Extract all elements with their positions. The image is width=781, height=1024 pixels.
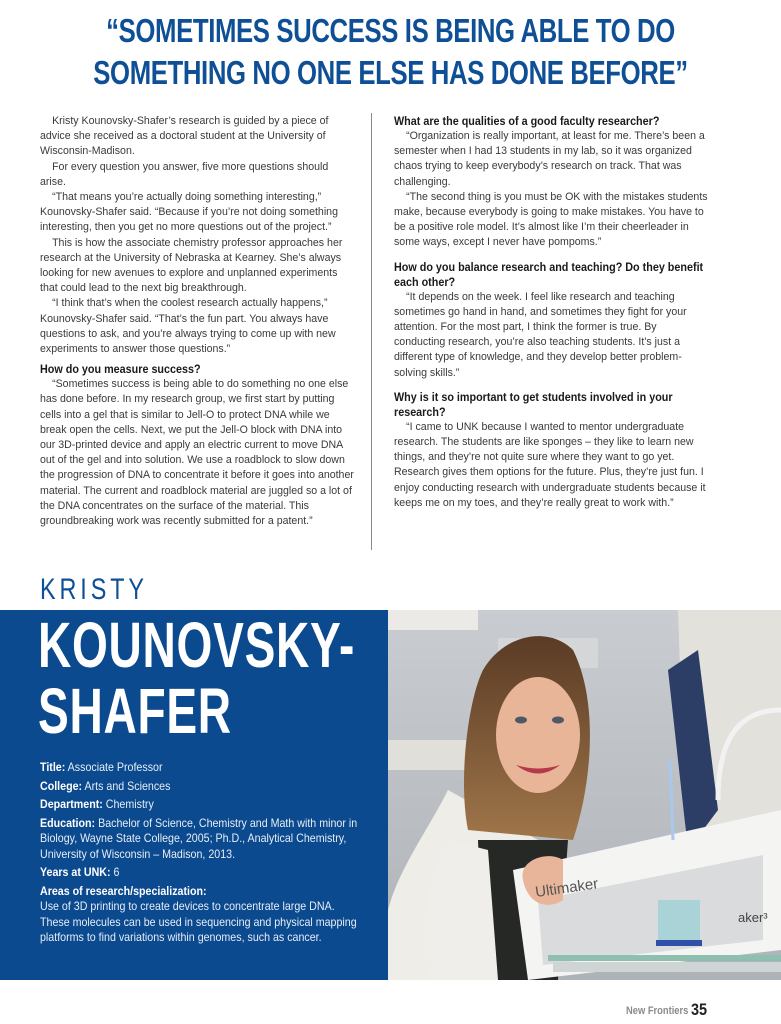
article-paragraph: “Sometimes success is being able to do something no one else has done before. In my research group, we first start by putting cells into a gel that is similar to Jell-O to protect DNA while we break open the cells. Next, we put the Jell-O block with DNA into our 3D-printed device and apply an electric current to move DNA out of the gel and into solution. We use a roadblock to slow down the progression of DNA to concentrate it before it goes into another material. The current and roadblock material are juggled so a lot of the DNA concentrates on the surface of the material. This groundbreaking work was recently submitted for a patent.” bbox=[40, 378, 354, 528]
profile-fact-row bbox=[40, 816, 360, 863]
profile-fact-row bbox=[40, 779, 360, 795]
article-column-right bbox=[394, 114, 710, 511]
profile-fact-row bbox=[40, 865, 360, 881]
profile-first-name: KRISTY bbox=[40, 573, 148, 606]
article-paragraph: This is how the associate chemistry professor approaches her research at the University of Nebraska at Kearney. She’s always looking for new avenues to explore and unplanned experiments that could lead to the next big breakthrough. bbox=[40, 236, 343, 295]
printer-brand-label: Ultimaker bbox=[534, 875, 600, 901]
article-paragraph: “It depends on the week. I feel like research and teaching sometimes go hand in hand, and sometimes they fight for your attention. For the most part, I think the former is true. By conducting research, you’re also teaching students. It’s just a different type of knowledge, and they develop better problem-solving skills.” bbox=[394, 290, 687, 379]
fact-value: Use of 3D printing to create devices to concentrate large DNA. These molecules can be used in sequencing and physical mapping platforms to find variations within genomes, such as cancer. bbox=[40, 900, 357, 944]
fact-label: Department: bbox=[40, 798, 103, 811]
publication-name: New Frontiers bbox=[626, 1005, 689, 1017]
article-paragraph: “I came to UNK because I wanted to mentor undergraduate research. The students are like sponges – they like to learn new things, and they’re not quite sure where they want to go yet. Research gives them options for the future. Plus, they’re just fun. I enjoy conducting research with undergraduate students because it keeps me on my toes, and they’re really great to work with.” bbox=[394, 420, 706, 509]
portrait-photo-illustration bbox=[388, 610, 781, 980]
profile-facts bbox=[40, 760, 360, 949]
last-name-line-1: KOUNOVSKY- bbox=[38, 609, 356, 681]
article-paragraph: “That means you’re actually doing something interesting,” Kounovsky-Shafer said. “Because if you’re not doing something interesting, then you get no more questions out of the project.” bbox=[40, 191, 338, 234]
fact-value: Arts and Sciences bbox=[82, 779, 171, 793]
article-paragraph: For every question you answer, five more questions should arise. bbox=[40, 160, 329, 188]
fact-label: Areas of research/specialization: bbox=[40, 884, 207, 898]
article-paragraph: Kristy Kounovsky-Shafer’s research is guided by a piece of advice she received as a doctoral student at the University of Wisconsin-Madison. bbox=[40, 115, 329, 158]
fact-label: College: bbox=[40, 779, 83, 793]
article-paragraph: “The second thing is you must be OK with the mistakes students make, because everybody is going to make mistakes. You have to be a positive role model. It’s almost like I’m their cheerleader in some ways, except I never have pompoms.” bbox=[394, 190, 708, 249]
fact-value: Chemistry bbox=[102, 798, 154, 811]
profile-fact-row bbox=[40, 884, 360, 946]
article-column-left bbox=[40, 114, 356, 529]
profile-last-name bbox=[38, 609, 356, 747]
article-paragraph: “I think that’s when the coolest research actually happens,” Kounovsky-Shafer said. “That’s the fun part. You always have questions to ask, and you’re always trying to come up with new experiments to answer those questions.” bbox=[40, 297, 336, 356]
section-heading: Why is it so important to get students involved in your research? bbox=[394, 390, 673, 419]
profile-fact-row bbox=[40, 797, 360, 813]
last-name-line-2: SHAFER bbox=[38, 675, 232, 747]
portrait-photo bbox=[388, 610, 781, 980]
page-number: 35 bbox=[691, 1000, 708, 1019]
column-divider bbox=[371, 113, 372, 550]
fact-value: Bachelor of Science, Chemistry and Math with minor in Biology, Wayne State College, 2005; Ph.D., Analytical Chemistry, University of Wisconsin – Madison, 2013. bbox=[40, 816, 358, 861]
printer-side-label: aker³ bbox=[738, 910, 768, 925]
article-paragraph: “Organization is really important, at least for me. There’s been a semester when I had 13 students in my lab, so it was organized chaos trying to keep everybody’s research on track. That was challenging. bbox=[394, 130, 705, 188]
fact-label: Title: bbox=[40, 761, 66, 774]
pull-quote-headline bbox=[86, 10, 695, 94]
fact-value: Associate Professor bbox=[65, 761, 163, 774]
section-heading: What are the qualities of a good faculty researcher? bbox=[394, 115, 660, 128]
fact-label: Education: bbox=[40, 816, 96, 830]
section-heading: How do you balance research and teaching? Do they benefit each other? bbox=[394, 260, 704, 289]
profile-fact-row bbox=[40, 760, 360, 776]
headline-line-1: “SOMETIMES SUCCESS IS BEING ABLE TO DO bbox=[106, 12, 675, 49]
headline-line-2: SOMETHING NO ONE ELSE HAS DONE BEFORE” bbox=[93, 54, 688, 91]
fact-value: 6 bbox=[110, 866, 120, 879]
fact-label: Years at UNK: bbox=[40, 866, 111, 879]
section-heading: How do you measure success? bbox=[40, 363, 201, 377]
